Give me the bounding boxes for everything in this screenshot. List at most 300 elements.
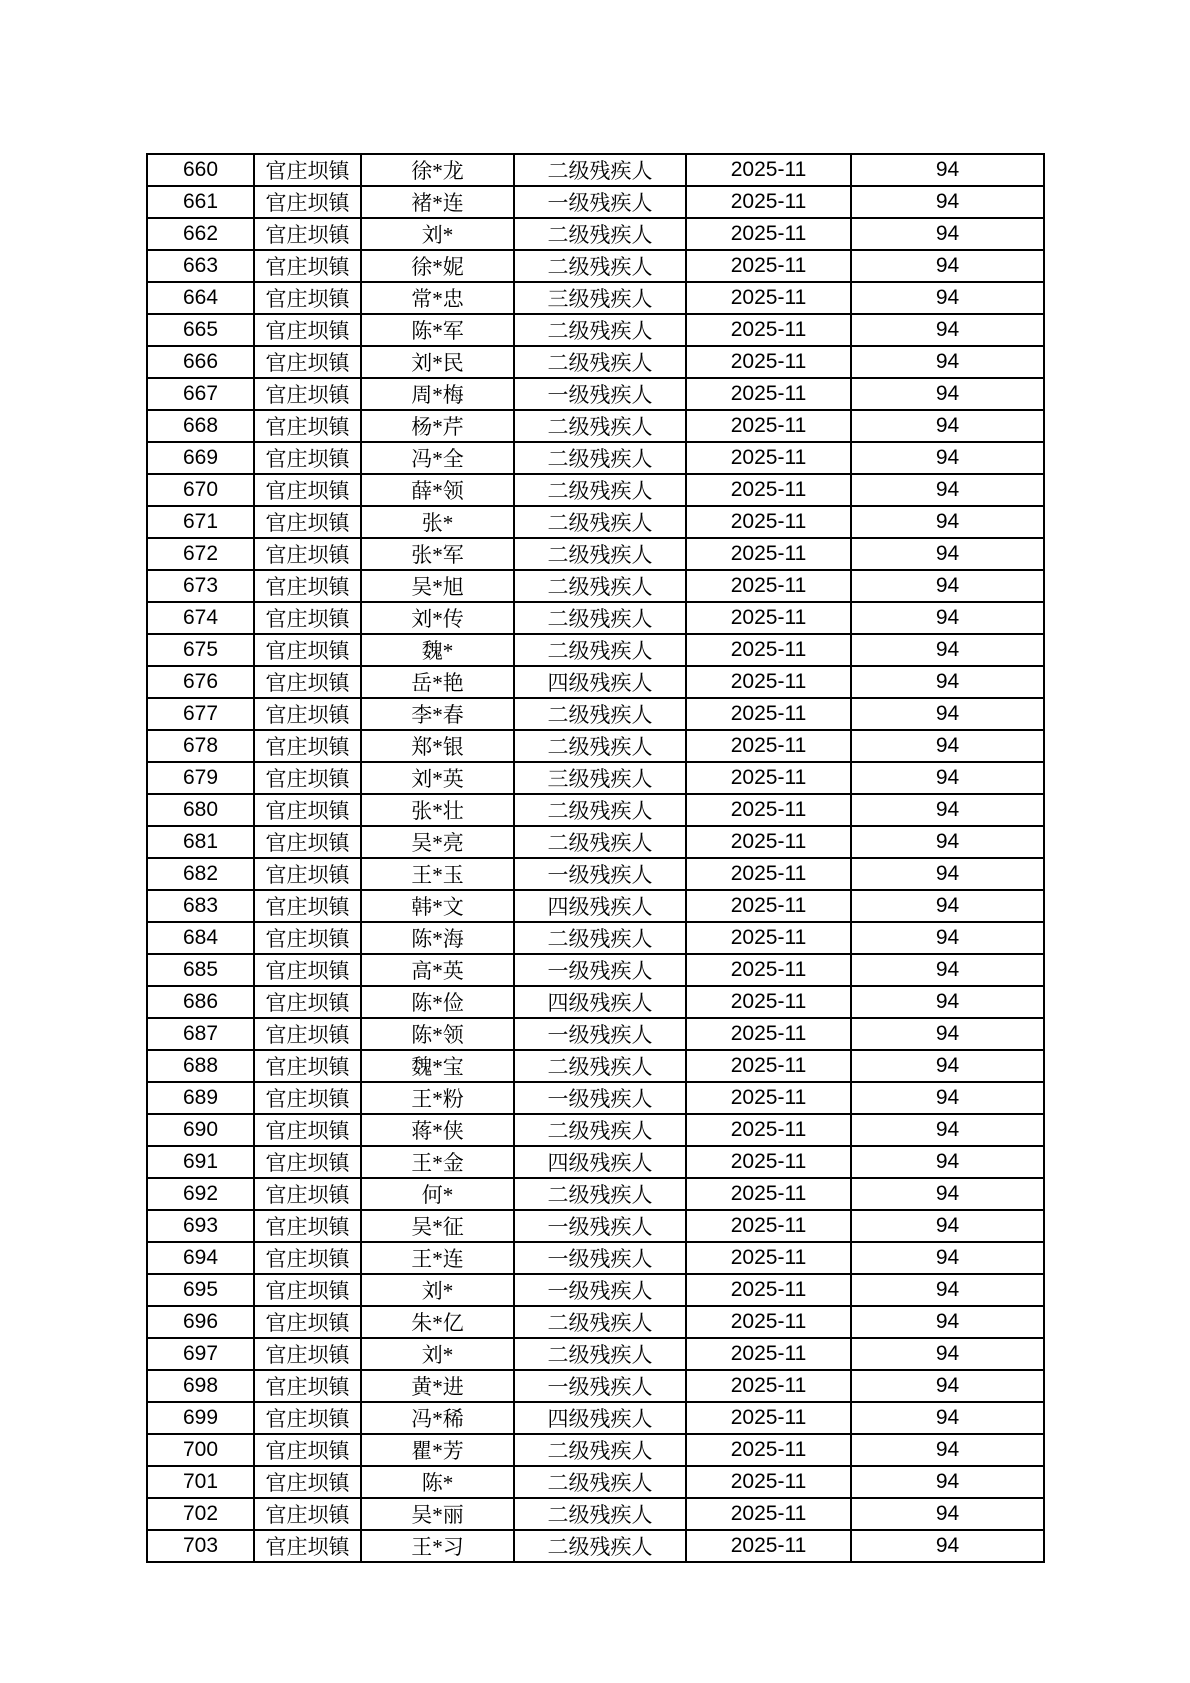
table-row (147, 1242, 1044, 1274)
disability-level-cell: 四级残疾人 (514, 1146, 686, 1178)
disability-level-cell: 二级残疾人 (514, 250, 686, 282)
serial-number-cell: 690 (147, 1114, 254, 1146)
town-cell: 官庄坝镇 (254, 1146, 361, 1178)
table-row (147, 762, 1044, 794)
table-row (147, 1466, 1044, 1498)
table-row (147, 634, 1044, 666)
amount-cell: 94 (851, 1466, 1044, 1498)
table-row (147, 1498, 1044, 1530)
month-cell: 2025-11 (686, 602, 851, 634)
person-name-cell: 刘* (361, 218, 514, 250)
amount-cell: 94 (851, 1370, 1044, 1402)
town-cell: 官庄坝镇 (254, 1338, 361, 1370)
person-name-cell: 韩*文 (361, 890, 514, 922)
month-cell: 2025-11 (686, 954, 851, 986)
town-cell: 官庄坝镇 (254, 602, 361, 634)
disability-level-cell: 二级残疾人 (514, 1434, 686, 1466)
amount-cell: 94 (851, 602, 1044, 634)
town-cell: 官庄坝镇 (254, 730, 361, 762)
person-name-cell: 陈*领 (361, 1018, 514, 1050)
serial-number-cell: 688 (147, 1050, 254, 1082)
person-name-cell: 吴*旭 (361, 570, 514, 602)
amount-cell: 94 (851, 730, 1044, 762)
month-cell: 2025-11 (686, 1498, 851, 1530)
table-row (147, 154, 1044, 186)
disability-level-cell: 一级残疾人 (514, 1018, 686, 1050)
serial-number-cell: 689 (147, 1082, 254, 1114)
town-cell: 官庄坝镇 (254, 890, 361, 922)
table-row (147, 1370, 1044, 1402)
serial-number-cell: 674 (147, 602, 254, 634)
serial-number-cell: 693 (147, 1210, 254, 1242)
town-cell: 官庄坝镇 (254, 1434, 361, 1466)
person-name-cell: 黄*进 (361, 1370, 514, 1402)
person-name-cell: 褚*连 (361, 186, 514, 218)
table-row (147, 826, 1044, 858)
table-row (147, 282, 1044, 314)
serial-number-cell: 681 (147, 826, 254, 858)
person-name-cell: 冯*全 (361, 442, 514, 474)
serial-number-cell: 661 (147, 186, 254, 218)
disability-level-cell: 一级残疾人 (514, 1274, 686, 1306)
table-row (147, 378, 1044, 410)
town-cell: 官庄坝镇 (254, 762, 361, 794)
month-cell: 2025-11 (686, 1146, 851, 1178)
disability-level-cell: 一级残疾人 (514, 1370, 686, 1402)
town-cell: 官庄坝镇 (254, 1530, 361, 1562)
disability-level-cell: 一级残疾人 (514, 1242, 686, 1274)
town-cell: 官庄坝镇 (254, 538, 361, 570)
person-name-cell: 刘* (361, 1274, 514, 1306)
table-row (147, 410, 1044, 442)
town-cell: 官庄坝镇 (254, 794, 361, 826)
serial-number-cell: 660 (147, 154, 254, 186)
town-cell: 官庄坝镇 (254, 154, 361, 186)
serial-number-cell: 676 (147, 666, 254, 698)
person-name-cell: 吴*丽 (361, 1498, 514, 1530)
amount-cell: 94 (851, 282, 1044, 314)
month-cell: 2025-11 (686, 1402, 851, 1434)
table-row (147, 186, 1044, 218)
amount-cell: 94 (851, 1146, 1044, 1178)
month-cell: 2025-11 (686, 794, 851, 826)
town-cell: 官庄坝镇 (254, 1050, 361, 1082)
amount-cell: 94 (851, 1050, 1044, 1082)
disability-level-cell: 二级残疾人 (514, 602, 686, 634)
town-cell: 官庄坝镇 (254, 1466, 361, 1498)
town-cell: 官庄坝镇 (254, 474, 361, 506)
person-name-cell: 王*粉 (361, 1082, 514, 1114)
month-cell: 2025-11 (686, 1530, 851, 1562)
benefit-table-body (147, 154, 1044, 1562)
month-cell: 2025-11 (686, 346, 851, 378)
amount-cell: 94 (851, 1018, 1044, 1050)
table-row (147, 1274, 1044, 1306)
month-cell: 2025-11 (686, 1274, 851, 1306)
month-cell: 2025-11 (686, 1178, 851, 1210)
amount-cell: 94 (851, 1114, 1044, 1146)
disability-level-cell: 四级残疾人 (514, 986, 686, 1018)
table-row (147, 218, 1044, 250)
person-name-cell: 刘*传 (361, 602, 514, 634)
amount-cell: 94 (851, 1402, 1044, 1434)
disability-level-cell: 三级残疾人 (514, 282, 686, 314)
table-row (147, 442, 1044, 474)
disability-level-cell: 二级残疾人 (514, 154, 686, 186)
table-row (147, 474, 1044, 506)
table-row (147, 1082, 1044, 1114)
person-name-cell: 刘* (361, 1338, 514, 1370)
serial-number-cell: 680 (147, 794, 254, 826)
disability-level-cell: 二级残疾人 (514, 922, 686, 954)
amount-cell: 94 (851, 1210, 1044, 1242)
table-row (147, 1306, 1044, 1338)
serial-number-cell: 678 (147, 730, 254, 762)
town-cell: 官庄坝镇 (254, 1018, 361, 1050)
disability-level-cell: 二级残疾人 (514, 826, 686, 858)
month-cell: 2025-11 (686, 1306, 851, 1338)
person-name-cell: 王*连 (361, 1242, 514, 1274)
serial-number-cell: 666 (147, 346, 254, 378)
table-row (147, 1530, 1044, 1562)
town-cell: 官庄坝镇 (254, 1402, 361, 1434)
amount-cell: 94 (851, 826, 1044, 858)
amount-cell: 94 (851, 570, 1044, 602)
amount-cell: 94 (851, 314, 1044, 346)
town-cell: 官庄坝镇 (254, 922, 361, 954)
serial-number-cell: 694 (147, 1242, 254, 1274)
disability-level-cell: 一级残疾人 (514, 1082, 686, 1114)
disability-level-cell: 二级残疾人 (514, 1178, 686, 1210)
serial-number-cell: 672 (147, 538, 254, 570)
serial-number-cell: 697 (147, 1338, 254, 1370)
table-row (147, 858, 1044, 890)
serial-number-cell: 669 (147, 442, 254, 474)
town-cell: 官庄坝镇 (254, 1114, 361, 1146)
town-cell: 官庄坝镇 (254, 634, 361, 666)
amount-cell: 94 (851, 1242, 1044, 1274)
month-cell: 2025-11 (686, 186, 851, 218)
serial-number-cell: 677 (147, 698, 254, 730)
amount-cell: 94 (851, 474, 1044, 506)
town-cell: 官庄坝镇 (254, 1210, 361, 1242)
person-name-cell: 岳*艳 (361, 666, 514, 698)
table-row (147, 954, 1044, 986)
table-row (147, 1050, 1044, 1082)
amount-cell: 94 (851, 186, 1044, 218)
table-row (147, 250, 1044, 282)
month-cell: 2025-11 (686, 378, 851, 410)
person-name-cell: 魏* (361, 634, 514, 666)
person-name-cell: 王*金 (361, 1146, 514, 1178)
town-cell: 官庄坝镇 (254, 282, 361, 314)
month-cell: 2025-11 (686, 698, 851, 730)
serial-number-cell: 702 (147, 1498, 254, 1530)
disability-level-cell: 二级残疾人 (514, 1466, 686, 1498)
month-cell: 2025-11 (686, 1050, 851, 1082)
person-name-cell: 张* (361, 506, 514, 538)
disability-level-cell: 二级残疾人 (514, 1050, 686, 1082)
month-cell: 2025-11 (686, 410, 851, 442)
month-cell: 2025-11 (686, 1082, 851, 1114)
serial-number-cell: 663 (147, 250, 254, 282)
amount-cell: 94 (851, 250, 1044, 282)
disability-level-cell: 二级残疾人 (514, 442, 686, 474)
serial-number-cell: 698 (147, 1370, 254, 1402)
serial-number-cell: 701 (147, 1466, 254, 1498)
town-cell: 官庄坝镇 (254, 218, 361, 250)
person-name-cell: 郑*银 (361, 730, 514, 762)
month-cell: 2025-11 (686, 474, 851, 506)
amount-cell: 94 (851, 506, 1044, 538)
serial-number-cell: 664 (147, 282, 254, 314)
table-row (147, 602, 1044, 634)
disability-level-cell: 四级残疾人 (514, 1402, 686, 1434)
disability-level-cell: 一级残疾人 (514, 186, 686, 218)
person-name-cell: 常*忠 (361, 282, 514, 314)
amount-cell: 94 (851, 442, 1044, 474)
town-cell: 官庄坝镇 (254, 954, 361, 986)
table-row (147, 314, 1044, 346)
disability-level-cell: 二级残疾人 (514, 1498, 686, 1530)
month-cell: 2025-11 (686, 1242, 851, 1274)
serial-number-cell: 675 (147, 634, 254, 666)
disability-level-cell: 二级残疾人 (514, 1306, 686, 1338)
town-cell: 官庄坝镇 (254, 1082, 361, 1114)
serial-number-cell: 686 (147, 986, 254, 1018)
month-cell: 2025-11 (686, 986, 851, 1018)
month-cell: 2025-11 (686, 1210, 851, 1242)
month-cell: 2025-11 (686, 730, 851, 762)
month-cell: 2025-11 (686, 890, 851, 922)
amount-cell: 94 (851, 890, 1044, 922)
serial-number-cell: 695 (147, 1274, 254, 1306)
disability-level-cell: 二级残疾人 (514, 570, 686, 602)
table-row (147, 1178, 1044, 1210)
table-row (147, 1018, 1044, 1050)
town-cell: 官庄坝镇 (254, 986, 361, 1018)
table-row (147, 346, 1044, 378)
serial-number-cell: 665 (147, 314, 254, 346)
town-cell: 官庄坝镇 (254, 1306, 361, 1338)
table-row (147, 698, 1044, 730)
amount-cell: 94 (851, 634, 1044, 666)
month-cell: 2025-11 (686, 666, 851, 698)
month-cell: 2025-11 (686, 506, 851, 538)
person-name-cell: 薛*领 (361, 474, 514, 506)
town-cell: 官庄坝镇 (254, 1178, 361, 1210)
month-cell: 2025-11 (686, 858, 851, 890)
disability-level-cell: 二级残疾人 (514, 346, 686, 378)
disability-level-cell: 一级残疾人 (514, 954, 686, 986)
disability-level-cell: 二级残疾人 (514, 1114, 686, 1146)
serial-number-cell: 685 (147, 954, 254, 986)
town-cell: 官庄坝镇 (254, 666, 361, 698)
serial-number-cell: 683 (147, 890, 254, 922)
month-cell: 2025-11 (686, 1114, 851, 1146)
town-cell: 官庄坝镇 (254, 570, 361, 602)
town-cell: 官庄坝镇 (254, 698, 361, 730)
town-cell: 官庄坝镇 (254, 826, 361, 858)
table-row (147, 1114, 1044, 1146)
table-row (147, 538, 1044, 570)
amount-cell: 94 (851, 218, 1044, 250)
person-name-cell: 王*玉 (361, 858, 514, 890)
amount-cell: 94 (851, 954, 1044, 986)
person-name-cell: 陈*俭 (361, 986, 514, 1018)
disability-level-cell: 二级残疾人 (514, 794, 686, 826)
amount-cell: 94 (851, 666, 1044, 698)
town-cell: 官庄坝镇 (254, 1498, 361, 1530)
person-name-cell: 吴*征 (361, 1210, 514, 1242)
disability-level-cell: 四级残疾人 (514, 666, 686, 698)
table-row (147, 1146, 1044, 1178)
month-cell: 2025-11 (686, 442, 851, 474)
table-row (147, 986, 1044, 1018)
table-row (147, 1434, 1044, 1466)
table-sheet (146, 153, 1045, 1563)
person-name-cell: 陈*军 (361, 314, 514, 346)
month-cell: 2025-11 (686, 154, 851, 186)
amount-cell: 94 (851, 1306, 1044, 1338)
person-name-cell: 杨*芹 (361, 410, 514, 442)
town-cell: 官庄坝镇 (254, 506, 361, 538)
serial-number-cell: 662 (147, 218, 254, 250)
person-name-cell: 蒋*侠 (361, 1114, 514, 1146)
person-name-cell: 王*习 (361, 1530, 514, 1562)
table-row (147, 1402, 1044, 1434)
amount-cell: 94 (851, 858, 1044, 890)
amount-cell: 94 (851, 1434, 1044, 1466)
serial-number-cell: 692 (147, 1178, 254, 1210)
person-name-cell: 刘*英 (361, 762, 514, 794)
amount-cell: 94 (851, 762, 1044, 794)
month-cell: 2025-11 (686, 1370, 851, 1402)
person-name-cell: 魏*宝 (361, 1050, 514, 1082)
table-row (147, 1338, 1044, 1370)
town-cell: 官庄坝镇 (254, 442, 361, 474)
town-cell: 官庄坝镇 (254, 1242, 361, 1274)
table-row (147, 506, 1044, 538)
serial-number-cell: 687 (147, 1018, 254, 1050)
town-cell: 官庄坝镇 (254, 1274, 361, 1306)
amount-cell: 94 (851, 1178, 1044, 1210)
month-cell: 2025-11 (686, 762, 851, 794)
month-cell: 2025-11 (686, 826, 851, 858)
person-name-cell: 张*壮 (361, 794, 514, 826)
disability-level-cell: 一级残疾人 (514, 858, 686, 890)
disability-level-cell: 二级残疾人 (514, 474, 686, 506)
disability-level-cell: 三级残疾人 (514, 762, 686, 794)
amount-cell: 94 (851, 1338, 1044, 1370)
disability-level-cell: 二级残疾人 (514, 314, 686, 346)
serial-number-cell: 691 (147, 1146, 254, 1178)
town-cell: 官庄坝镇 (254, 314, 361, 346)
person-name-cell: 张*军 (361, 538, 514, 570)
person-name-cell: 陈* (361, 1466, 514, 1498)
disability-level-cell: 四级残疾人 (514, 890, 686, 922)
person-name-cell: 瞿*芳 (361, 1434, 514, 1466)
amount-cell: 94 (851, 794, 1044, 826)
person-name-cell: 何* (361, 1178, 514, 1210)
person-name-cell: 高*英 (361, 954, 514, 986)
table-row (147, 1210, 1044, 1242)
person-name-cell: 朱*亿 (361, 1306, 514, 1338)
serial-number-cell: 673 (147, 570, 254, 602)
serial-number-cell: 671 (147, 506, 254, 538)
town-cell: 官庄坝镇 (254, 186, 361, 218)
disability-level-cell: 二级残疾人 (514, 634, 686, 666)
town-cell: 官庄坝镇 (254, 858, 361, 890)
serial-number-cell: 682 (147, 858, 254, 890)
person-name-cell: 陈*海 (361, 922, 514, 954)
month-cell: 2025-11 (686, 1018, 851, 1050)
amount-cell: 94 (851, 346, 1044, 378)
serial-number-cell: 667 (147, 378, 254, 410)
month-cell: 2025-11 (686, 570, 851, 602)
person-name-cell: 徐*龙 (361, 154, 514, 186)
month-cell: 2025-11 (686, 634, 851, 666)
town-cell: 官庄坝镇 (254, 250, 361, 282)
month-cell: 2025-11 (686, 1466, 851, 1498)
amount-cell: 94 (851, 1498, 1044, 1530)
amount-cell: 94 (851, 154, 1044, 186)
serial-number-cell: 670 (147, 474, 254, 506)
person-name-cell: 刘*民 (361, 346, 514, 378)
month-cell: 2025-11 (686, 922, 851, 954)
month-cell: 2025-11 (686, 314, 851, 346)
person-name-cell: 李*春 (361, 698, 514, 730)
amount-cell: 94 (851, 922, 1044, 954)
town-cell: 官庄坝镇 (254, 378, 361, 410)
disability-level-cell: 二级残疾人 (514, 410, 686, 442)
disability-level-cell: 二级残疾人 (514, 730, 686, 762)
person-name-cell: 徐*妮 (361, 250, 514, 282)
disability-level-cell: 二级残疾人 (514, 538, 686, 570)
person-name-cell: 吴*亮 (361, 826, 514, 858)
disability-level-cell: 二级残疾人 (514, 1338, 686, 1370)
amount-cell: 94 (851, 986, 1044, 1018)
amount-cell: 94 (851, 538, 1044, 570)
amount-cell: 94 (851, 1530, 1044, 1562)
amount-cell: 94 (851, 410, 1044, 442)
table-row (147, 730, 1044, 762)
disability-level-cell: 二级残疾人 (514, 506, 686, 538)
serial-number-cell: 703 (147, 1530, 254, 1562)
month-cell: 2025-11 (686, 282, 851, 314)
town-cell: 官庄坝镇 (254, 410, 361, 442)
town-cell: 官庄坝镇 (254, 346, 361, 378)
serial-number-cell: 668 (147, 410, 254, 442)
table-row (147, 890, 1044, 922)
table-row (147, 794, 1044, 826)
month-cell: 2025-11 (686, 218, 851, 250)
person-name-cell: 冯*稀 (361, 1402, 514, 1434)
person-name-cell: 周*梅 (361, 378, 514, 410)
amount-cell: 94 (851, 698, 1044, 730)
serial-number-cell: 699 (147, 1402, 254, 1434)
table-row (147, 570, 1044, 602)
disability-level-cell: 一级残疾人 (514, 1210, 686, 1242)
serial-number-cell: 700 (147, 1434, 254, 1466)
table-row (147, 666, 1044, 698)
amount-cell: 94 (851, 1274, 1044, 1306)
month-cell: 2025-11 (686, 250, 851, 282)
disability-level-cell: 二级残疾人 (514, 698, 686, 730)
amount-cell: 94 (851, 1082, 1044, 1114)
benefit-table (146, 153, 1045, 1563)
serial-number-cell: 696 (147, 1306, 254, 1338)
